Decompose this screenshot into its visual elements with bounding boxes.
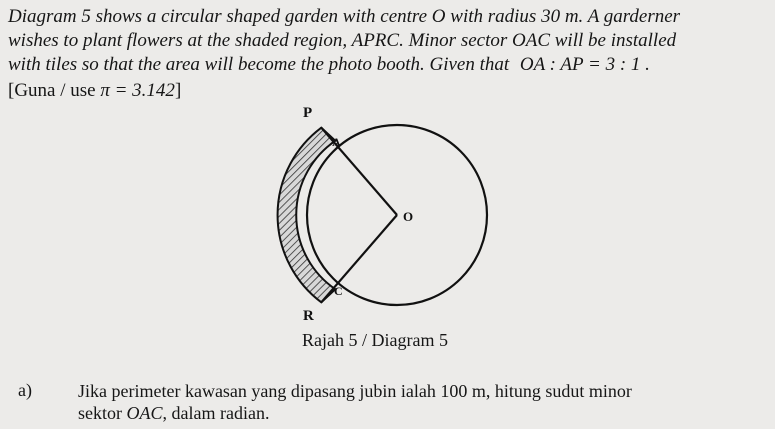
radius-oc	[321, 215, 397, 302]
pi-note-start: [Guna / use	[8, 80, 96, 101]
part-a-line-2-start: sektor	[78, 403, 122, 423]
part-a-marker: a)	[18, 380, 32, 400]
diagram-caption	[302, 330, 448, 351]
label-o: O	[403, 209, 414, 224]
label-c: C	[334, 284, 343, 298]
diagram-caption-text: Rajah 5 / Diagram 5	[302, 330, 448, 350]
label-a: A	[332, 135, 341, 149]
question-line-1-start: Diagram 5 shows a circular shaped garden with centre	[8, 6, 428, 27]
pi-value: π = 3.142	[100, 80, 175, 101]
question-line-1-end: with radius 30 m. A garderner	[450, 6, 681, 27]
label-r: R	[303, 308, 314, 324]
question-line-2: wishes to plant flowers at the shaded region, APRC. Minor sector OAC will be installed	[8, 30, 677, 51]
ratio-expression: OA : AP = 3 : 1 .	[519, 54, 650, 75]
question-line-3-start: with tiles so that the area will become the photo booth. Given that	[8, 54, 510, 75]
label-p: P	[303, 105, 313, 121]
centre-symbol: O	[431, 6, 446, 27]
part-a-text	[78, 380, 632, 424]
pi-note-end: ]	[174, 80, 182, 101]
part-a-line-1: Jika perimeter kawasan yang dipasang jubin ialah 100 m, hitung sudut minor	[78, 381, 632, 401]
part-a-line-2	[78, 402, 632, 424]
sector-name: OAC	[126, 403, 163, 423]
part-a-line-2-end: , dalam radian.	[162, 403, 270, 423]
